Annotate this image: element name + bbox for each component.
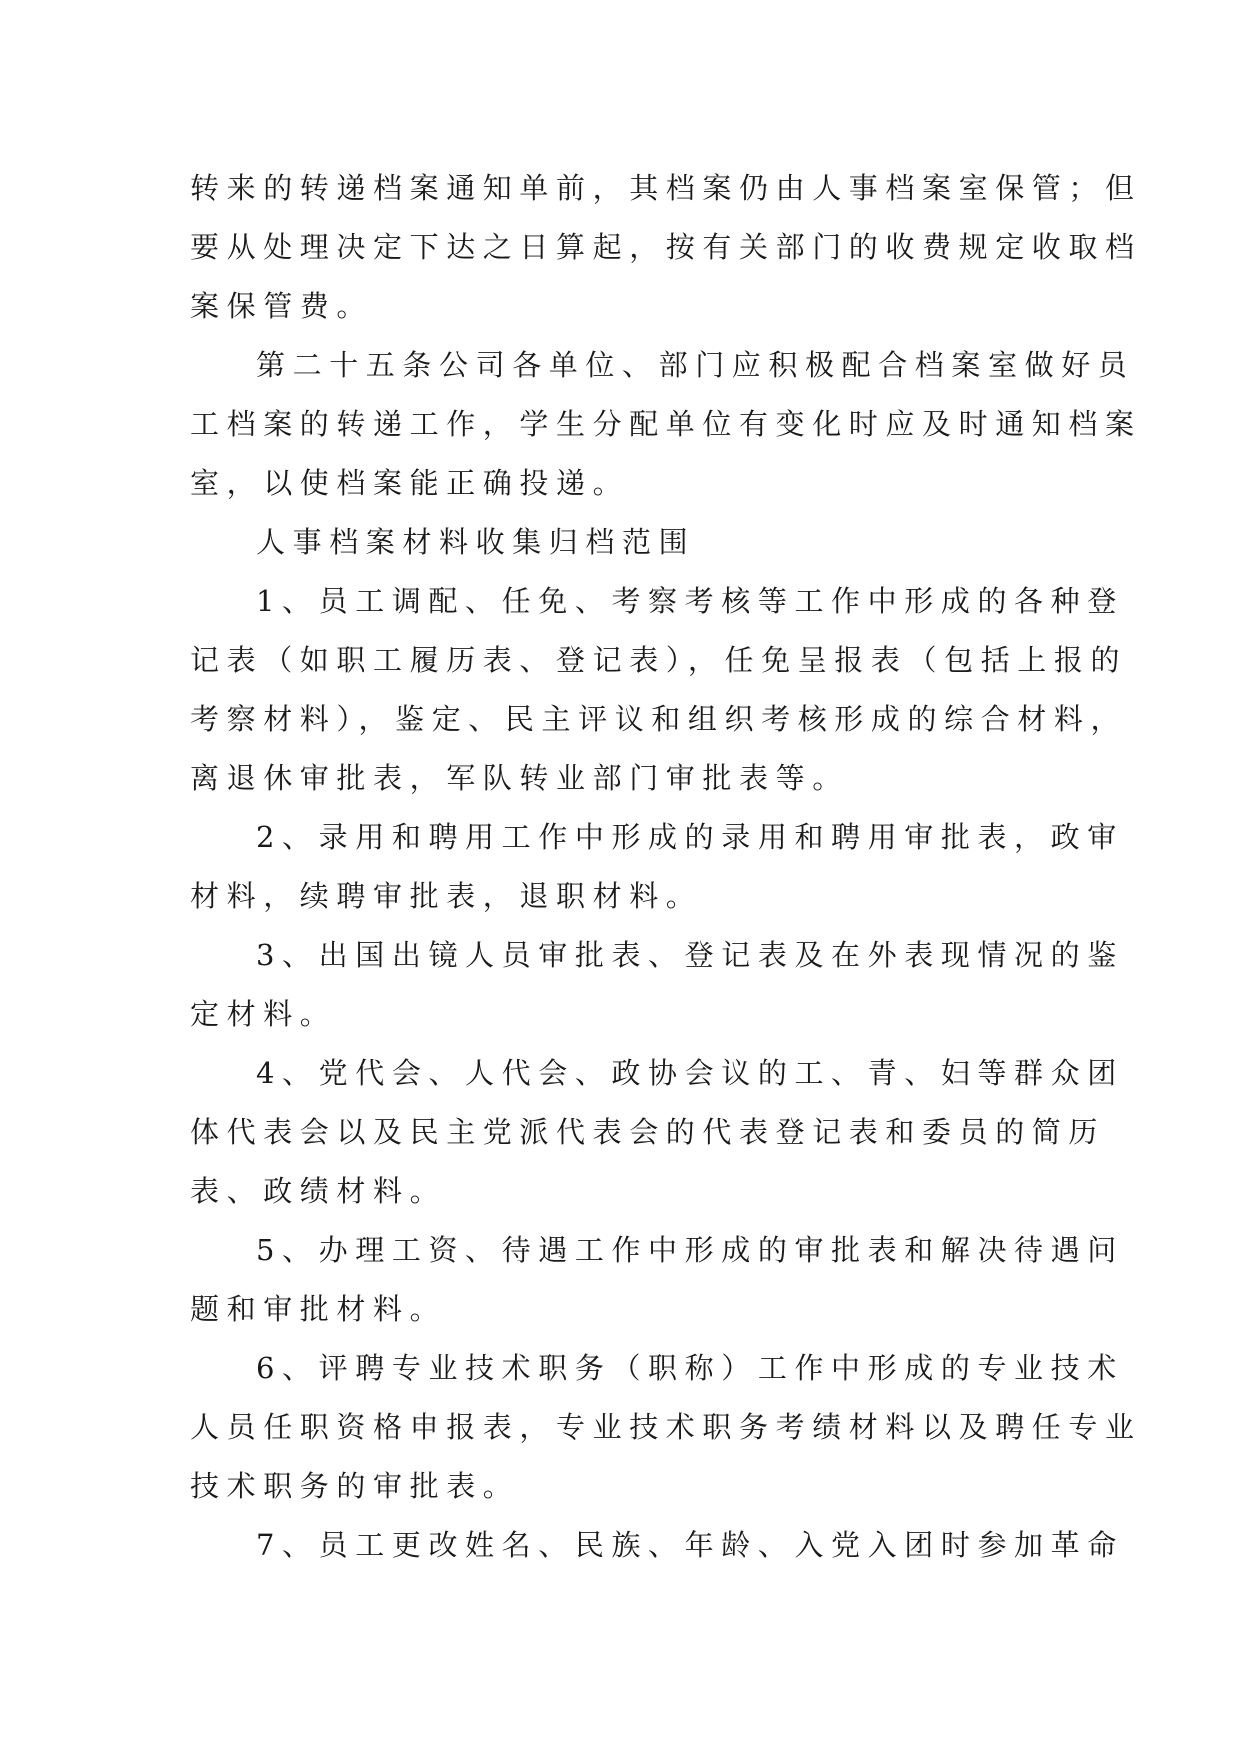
- document-body: [190, 159, 1142, 1575]
- text-line: 体代表会以及民主党派代表会的代表登记表和委员的简历: [190, 1115, 1106, 1149]
- text-line: 室，以使档案能正确投递。: [190, 466, 630, 500]
- text-line: 技术职务的审批表。: [190, 1469, 520, 1503]
- text-line: 人员任职资格申报表，专业技术职务考绩材料以及聘任专业: [190, 1410, 1142, 1444]
- text-line: 记表（如职工履历表、登记表），任免呈报表（包括上报的: [190, 643, 1128, 677]
- list-item-7: [190, 1516, 1124, 1575]
- section-heading: [190, 513, 1058, 572]
- text-line: 材料，续聘审批表，退职材料。: [190, 879, 703, 913]
- text-line: 第二十五条公司各单位、部门应积极配合档案室做好员: [256, 348, 1135, 382]
- text-line: 2、录用和聘用工作中形成的录用和聘用审批表，政审: [256, 820, 1124, 854]
- text-line: 要从处理决定下达之日算起，按有关部门的收费规定收取档: [190, 230, 1142, 264]
- text-line: 离退休审批表，军队转业部门审批表等。: [190, 761, 849, 795]
- list-item-2: [190, 808, 1124, 926]
- text-line: 转来的转递档案通知单前，其档案仍由人事档案室保管；但: [190, 171, 1142, 205]
- text-line: 工档案的转递工作，学生分配单位有变化时应及时通知档案: [190, 407, 1142, 441]
- text-line: 7、员工更改姓名、民族、年龄、入党入团时参加革命: [256, 1528, 1124, 1562]
- paragraph-article-25: [190, 336, 1142, 513]
- list-item-4: [190, 1044, 1124, 1221]
- section-heading-text: 人事档案材料收集归档范围: [256, 525, 696, 559]
- list-item-3: [190, 926, 1124, 1044]
- list-item-5: [190, 1221, 1124, 1339]
- text-line: 题和审批材料。: [190, 1292, 447, 1326]
- text-line: 1、员工调配、任免、考察考核等工作中形成的各种登: [256, 584, 1124, 618]
- paragraph-archive-transfer-fee: [190, 159, 1142, 336]
- text-line: 案保管费。: [190, 289, 374, 323]
- text-line: 定材料。: [190, 997, 337, 1031]
- text-line: 6、评聘专业技术职务（职称）工作中形成的专业技术: [256, 1351, 1124, 1385]
- list-item-1: [190, 572, 1128, 808]
- list-item-6: [190, 1339, 1142, 1516]
- text-line: 考察材料），鉴定、民主评议和组织考核形成的综合材料，: [190, 702, 1128, 736]
- text-line: 表、政绩材料。: [190, 1174, 447, 1208]
- text-line: 3、出国出镜人员审批表、登记表及在外表现情况的鉴: [256, 938, 1124, 972]
- text-line: 5、办理工资、待遇工作中形成的审批表和解决待遇问: [256, 1233, 1124, 1267]
- text-line: 4、党代会、人代会、政协会议的工、青、妇等群众团: [256, 1056, 1124, 1090]
